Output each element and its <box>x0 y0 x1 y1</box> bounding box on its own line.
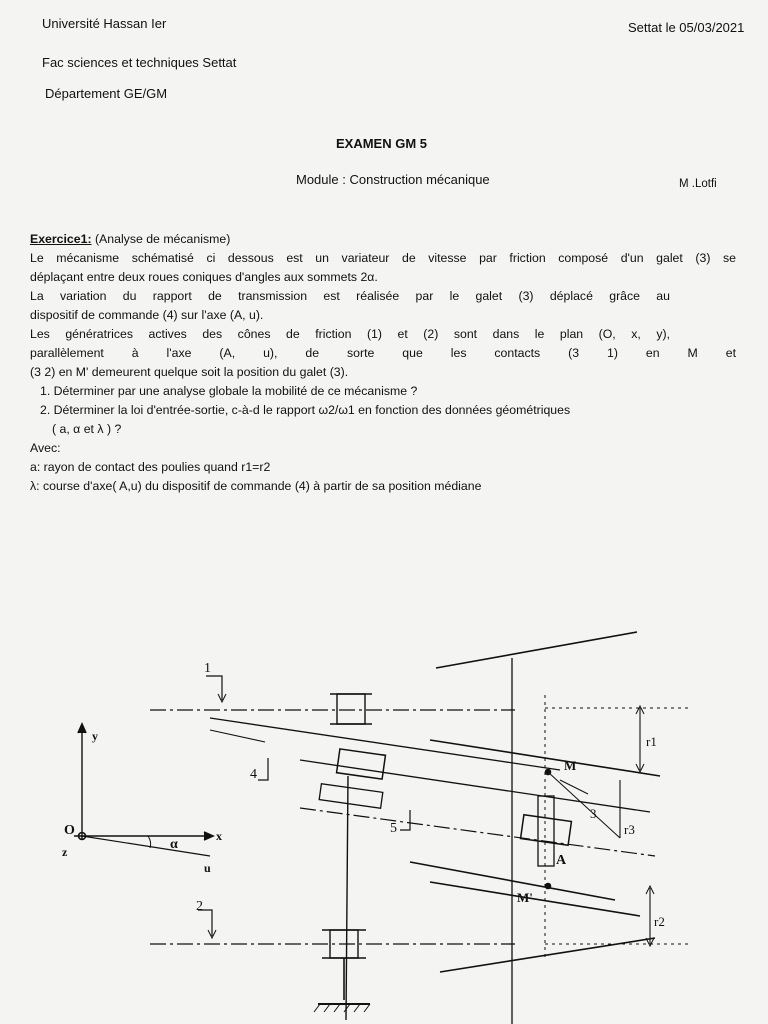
label-r1: r1 <box>646 734 657 749</box>
direction-arrow-4 <box>210 730 265 742</box>
galet-3-axle <box>538 796 554 866</box>
teacher-name: M .Lotfi <box>679 178 717 190</box>
mechanism-diagram <box>0 600 768 1024</box>
label-u-axis: u <box>204 861 211 875</box>
question-2-line2: ( a, α et λ ) ? <box>52 422 122 436</box>
galet-3-block <box>521 815 572 845</box>
control-block-4 <box>337 749 386 779</box>
label-r2: r2 <box>654 914 665 929</box>
question-2-line1: 2. Déterminer la loi d'entrée-sortie, c-à-d le rapport ω2/ω1 en fonction des données géométriques <box>40 403 571 417</box>
avec-label: Avec: <box>30 441 61 455</box>
control-support-rod <box>346 776 348 1020</box>
label-part-3: 3 <box>590 806 597 821</box>
exercise-number: Exercice1: <box>30 232 92 246</box>
axis-a-u <box>300 808 655 856</box>
place-date: Settat le 05/03/2021 <box>628 20 745 35</box>
para3-line1: Les génératrices actives des cônes de friction (1) et (2) sont dans le plan (O, x, y), <box>30 327 670 341</box>
exercise-subtitle: (Analyse de mécanisme) <box>91 232 231 246</box>
label-origin: O <box>64 823 75 838</box>
contact-point-mp <box>546 884 551 889</box>
exercise-text <box>30 232 736 496</box>
label-point-m-prime: M' <box>517 890 533 905</box>
label-part-1: 1 <box>204 661 211 676</box>
para1-line1: Le mécanisme schématisé ci dessous est un variateur de vitesse par friction composé d'un galet (3) se <box>30 251 736 265</box>
definition-lambda: λ: course d'axe( A,u) du dispositif de commande (4) à partir de sa position médiane <box>30 479 482 493</box>
faculty-name: Fac sciences et techniques Settat <box>42 55 237 70</box>
label-4-leader <box>258 758 268 780</box>
exam-title: EXAMEN GM 5 <box>336 136 428 151</box>
module-name: Module : Construction mécanique <box>296 172 490 187</box>
y-axis-arrow <box>78 724 86 733</box>
university-name: Université Hassan Ier <box>42 16 167 31</box>
exercise-heading <box>30 230 736 249</box>
question-1: 1. Déterminer par une analyse globale la mobilité de ce mécanisme ? <box>40 384 418 398</box>
label-part-4: 4 <box>250 767 257 782</box>
label-y-axis: y <box>92 729 98 743</box>
r3-line <box>548 772 620 838</box>
bearing-1 <box>337 694 365 724</box>
para2-line2: dispositif de commande (4) sur l'axe (A, u). <box>30 308 264 322</box>
label-part-5: 5 <box>390 821 397 836</box>
para3-line2: parallèlement à l'axe (A, u), de sorte que les contacts (3 1) en M et <box>30 346 736 360</box>
slide-5 <box>319 784 383 808</box>
para2-line1: La variation du rapport de transmission est réalisée par le galet (3) déplacé grâce au <box>30 289 670 303</box>
u-axis <box>82 836 210 856</box>
label-point-m: M <box>564 758 577 773</box>
department-name: Département GE/GM <box>45 86 168 101</box>
label-part-2: 2 <box>196 899 203 914</box>
x-axis-arrow <box>204 832 213 840</box>
label-point-a: A <box>556 853 567 868</box>
ground-hatch <box>314 1004 370 1012</box>
label-r3: r3 <box>624 822 635 837</box>
label-x-axis: x <box>216 829 222 843</box>
para3-line3: (3 2) en M' demeurent quelque soit la position du galet (3). <box>30 365 349 379</box>
cone-1-top-edge <box>436 632 637 668</box>
cone-2-lower-edge <box>440 938 655 972</box>
label-5-leader <box>400 810 410 830</box>
label-alpha: α <box>170 837 178 852</box>
definition-a: a: rayon de contact des poulies quand r1=r2 <box>30 460 271 474</box>
label-z-axis: z <box>62 845 68 859</box>
para1-line2: déplaçant entre deux roues coniques d'angles aux sommets 2α. <box>30 270 378 284</box>
